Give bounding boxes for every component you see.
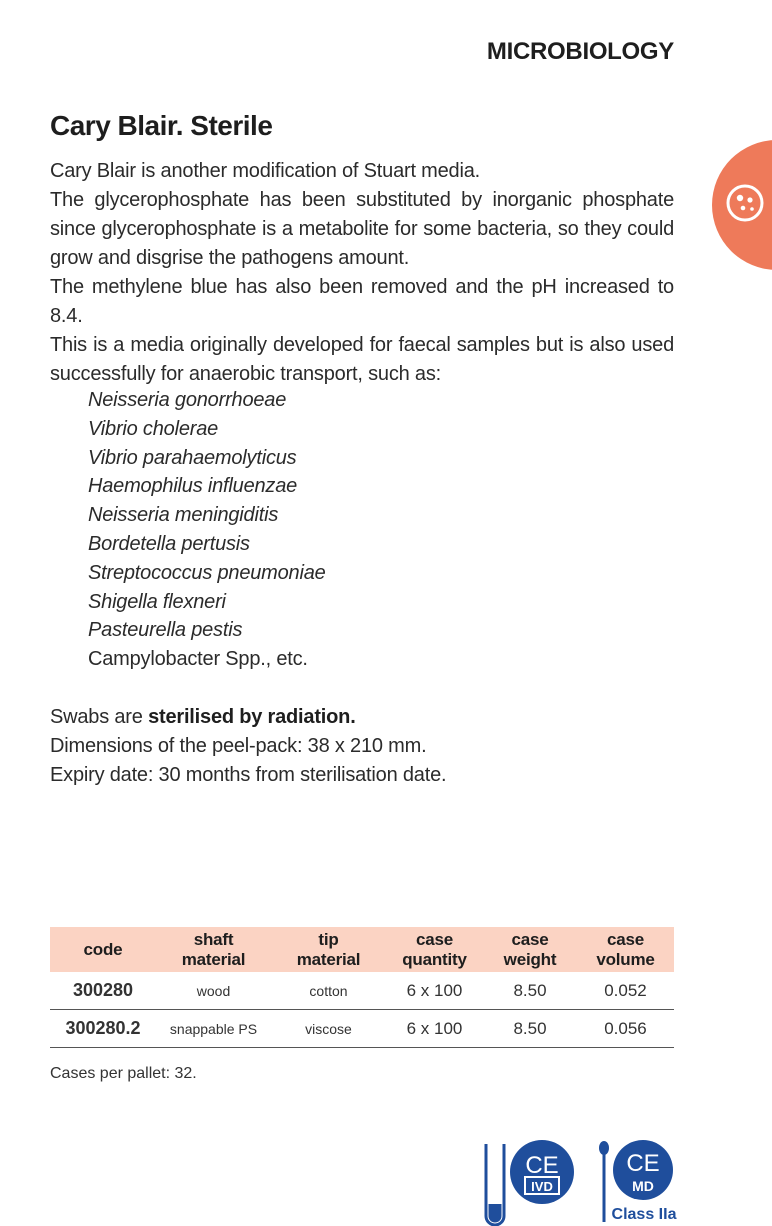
description-paragraph: The methylene blue has also been removed and the pH increased to 8.4. bbox=[50, 276, 674, 327]
table-header-row bbox=[50, 927, 674, 972]
product-title: Cary Blair. Sterile bbox=[50, 110, 273, 141]
product-table bbox=[50, 927, 674, 1048]
species-item: Vibrio cholerae bbox=[88, 417, 219, 440]
species-item: Campylobacter Spp., etc. bbox=[88, 648, 308, 671]
cell-shaft-material: snappable PS bbox=[156, 1010, 271, 1048]
species-item: Neisseria gonorrhoeae bbox=[88, 389, 287, 411]
expiry-line: Expiry date: 30 months from sterilisation date. bbox=[50, 764, 447, 786]
cell-tip-material: cotton bbox=[271, 972, 386, 1010]
md-label: MD bbox=[632, 1178, 654, 1194]
cell-case-weight: 8.50 bbox=[483, 1010, 577, 1048]
species-item: Haemophilus influenzae bbox=[88, 475, 298, 498]
species-item: Vibrio parahaemolyticus bbox=[88, 446, 297, 469]
sterilisation-method: sterilised by radiation. bbox=[148, 706, 356, 728]
species-item: Bordetella pertusis bbox=[88, 532, 250, 555]
column-header-code: code bbox=[83, 939, 123, 959]
cell-case-quantity: 6 x 100 bbox=[386, 1010, 483, 1048]
column-header-case-weight: case weight bbox=[503, 929, 557, 969]
sterilisation-prefix: Swabs are bbox=[50, 706, 149, 728]
bacteria-icon bbox=[723, 181, 767, 225]
description-paragraph: This is a media originally developed for faecal samples but is also used successfully for anaerobic transport, such as: bbox=[50, 334, 674, 385]
cell-case-quantity: 6 x 100 bbox=[386, 972, 483, 1010]
cell-case-volume: 0.052 bbox=[577, 972, 674, 1010]
pallet-note: Cases per pallet: 32. bbox=[50, 1065, 197, 1082]
description-paragraph: Cary Blair is another modification of Stuart media. bbox=[50, 160, 480, 182]
species-item: Neisseria meningiditis bbox=[88, 504, 279, 527]
ce-md-badge-icon bbox=[596, 1140, 686, 1226]
cell-shaft-material: wood bbox=[156, 972, 271, 1010]
species-item: Shigella flexneri bbox=[88, 590, 226, 613]
column-header-tip-material: tip material bbox=[296, 929, 361, 969]
species-item: Streptococcus pneumoniae bbox=[88, 561, 326, 584]
dimensions-line: Dimensions of the peel-pack: 38 x 210 mm. bbox=[50, 735, 427, 757]
product-description bbox=[50, 157, 674, 389]
species-list bbox=[88, 386, 326, 674]
cell-tip-material: viscose bbox=[271, 1010, 386, 1048]
column-header-shaft-material: shaft material bbox=[181, 929, 246, 969]
ce-mark: CE bbox=[626, 1150, 660, 1177]
sterilisation-line bbox=[50, 703, 446, 732]
column-header-case-quantity: case quantity bbox=[402, 929, 467, 969]
cell-case-volume: 0.056 bbox=[577, 1010, 674, 1048]
product-specs bbox=[50, 703, 446, 790]
ce-mark: CE bbox=[525, 1152, 559, 1179]
species-item: Pasteurella pestis bbox=[88, 619, 243, 642]
section-label: MICROBIOLOGY bbox=[486, 38, 674, 65]
ce-ivd-badge-icon bbox=[482, 1140, 577, 1226]
device-class-label: Class IIa bbox=[611, 1206, 677, 1223]
table-row bbox=[50, 1010, 674, 1048]
column-header-case-volume: case volume bbox=[596, 929, 655, 969]
cell-case-weight: 8.50 bbox=[483, 972, 577, 1010]
table-row bbox=[50, 972, 674, 1010]
cell-code: 300280.2 bbox=[50, 1010, 156, 1048]
description-paragraph: The glycerophosphate has been substituted by inorganic phosphate since glycerophosphate is a metabolite for some bacteria, so they could grow and disgrise the pathogens amount. bbox=[50, 189, 674, 269]
cell-code: 300280 bbox=[50, 972, 156, 1010]
ivd-label: IVD bbox=[531, 1179, 553, 1194]
